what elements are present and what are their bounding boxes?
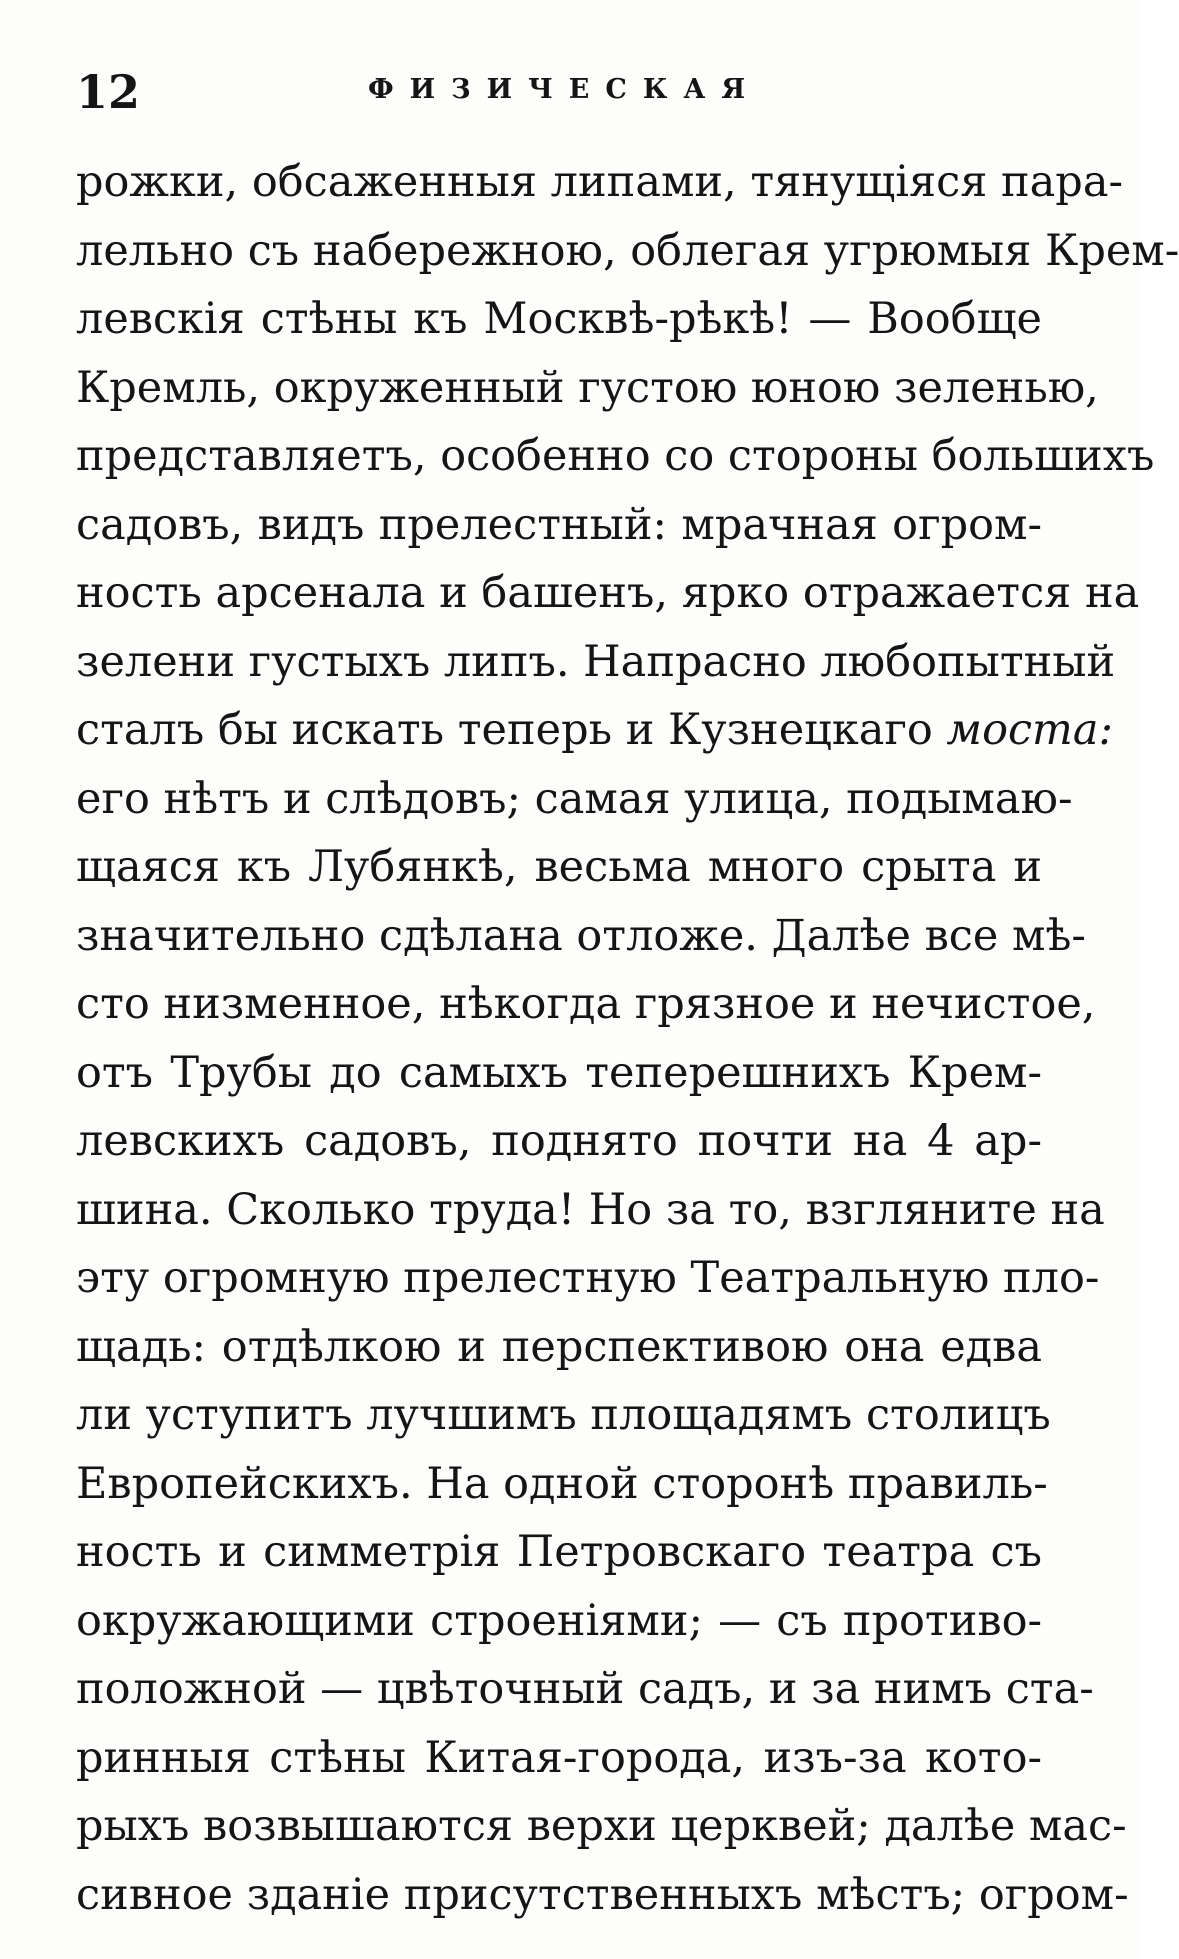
text-line: садовъ, видъ прелестный: мрачная огром- [76,499,1042,550]
text-line: щаяся къ Лубянкѣ, весьма много срыта и [76,842,1042,892]
text-line: ли уступитъ лучшимъ площадямъ столицъ [76,1390,1051,1440]
body-text [76,148,1179,1929]
text-line: шина. Сколько труда! Но за то, взгляните на [76,1184,1105,1235]
italic-word: моста: [946,705,1113,755]
text-line: ность арсенала и башенъ, ярко отражается на [76,568,1140,618]
text-line: Европейскихъ. На одной сторонѣ правиль- [76,1458,1048,1509]
text-line: отъ Трубы до самыхъ теперешнихъ Крем- [76,1047,1042,1098]
text-line: значительно сдѣлана отложе. Далѣе все мѣ- [76,910,1086,961]
text-line: сто низменное, нѣкогда грязное и нечистое, [76,979,1096,1029]
text-line: зелени густыхъ липъ. Напрасно любопытный [76,636,1116,687]
text-line: эту огромную прелестную Театральную пло- [76,1253,1100,1303]
text-line: лельно съ набережною, облегая угрюмыя Крем- [76,225,1179,276]
text-line: окружающими строеніями; — съ противо- [76,1595,1042,1646]
text-line: положной — цвѣточный садъ, и за нимъ ста- [76,1664,1094,1714]
page-header [76,62,1046,122]
text-line-segment: сталъ бы искать теперь и Кузнецкаго [76,705,947,755]
text-line: левскихъ садовъ, поднято почти на 4 ар- [76,1116,1042,1166]
text-line: его нѣтъ и слѣдовъ; самая улица, подымаю- [76,773,1073,824]
text-line: ринныя стѣны Китая-города, изъ-за кото- [76,1732,1042,1783]
text-line: рыхъ возвышаются верхи церквей; далѣе мас- [76,1801,1127,1851]
text-line: представляетъ, особенно со стороны большихъ [76,431,1155,481]
page-number: 12 [76,65,141,119]
text-line: сивное зданіе присутственныхъ мѣстъ; огром- [76,1869,1129,1920]
text-line: Кремль, окруженный густою юною зеленью, [76,362,1099,413]
text-line: ность и симметрія Петровскаго театра съ [76,1527,1042,1577]
text-line: щадь: отдѣлкою и перспективою она едва [76,1321,1042,1372]
text-line: рожки, обсаженныя липами, тянущіяся пара- [76,157,1123,207]
text-line [76,696,1113,765]
text-line: левскія стѣны къ Москвѣ-рѣкѣ! — Вообще [76,294,1042,344]
running-head: ФИЗИЧЕСКАЯ [368,74,762,105]
